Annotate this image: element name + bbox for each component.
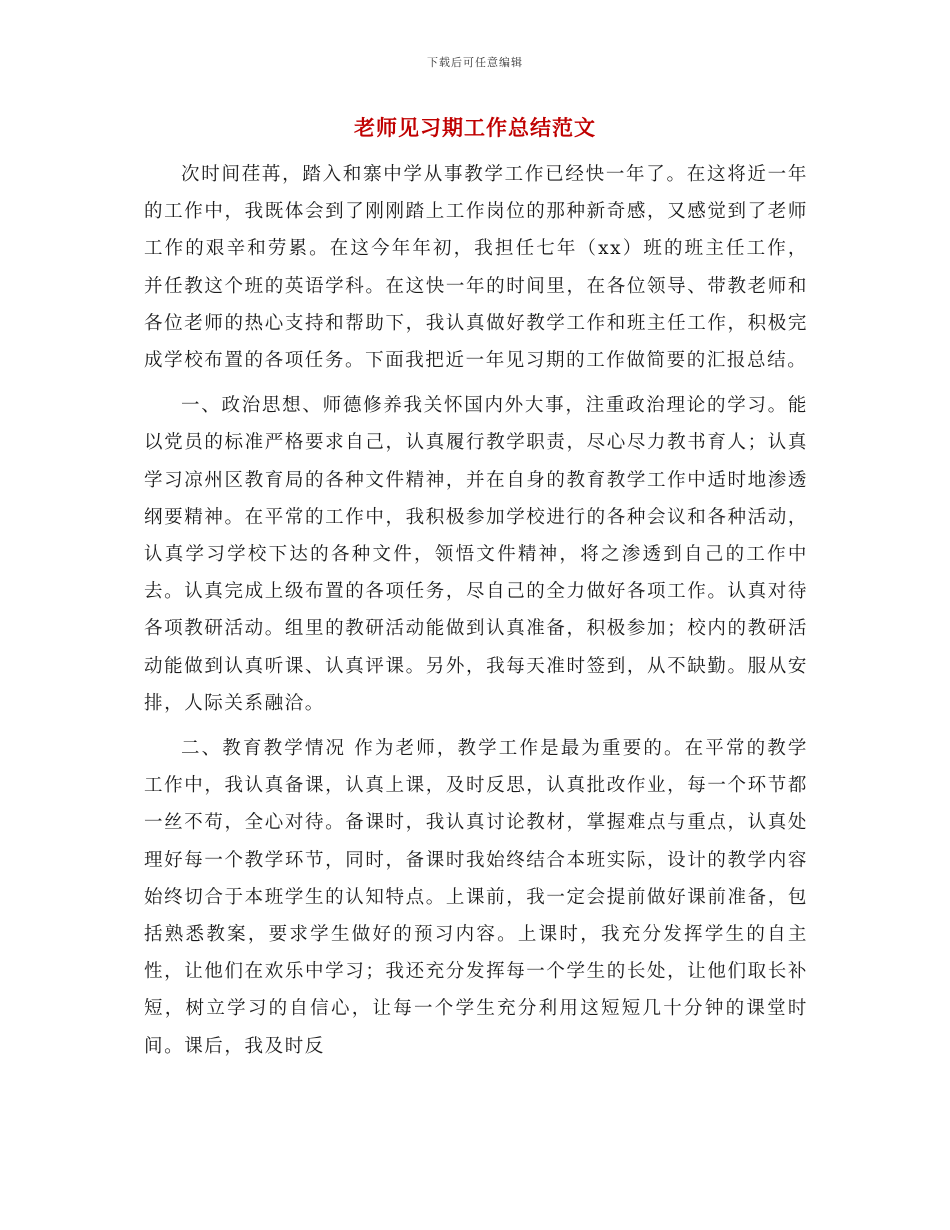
paragraph-teaching: 二、教育教学情况 作为老师，教学工作是最为重要的。在平常的教学工作中，我认真备课，认真上课，及时反思，认真批改作业，每一个环节都一丝不苟，全心对待。备课时，我认真讨论教材，掌握难点与重点，认真处理好每一个教学环节，同时，备课时我始终结合本班实际，设计的教学内容始终切合于本班学生的认知特点。上课前，我一定会提前做好课前准备，包括熟悉教案，要求学生做好的预习内容。上课时，我充分发挥学生的自主性，让他们在欢乐中学习；我还充分发挥每一个学生的长处，让他们取长补短，树立学习的自信心，让每一个学生充分利用这短短几十分钟的课堂时间。课后，我及时反 (144, 738, 808, 1057)
document-body (144, 156, 808, 1073)
header-note: 下载后可任意编辑 (427, 56, 523, 69)
paragraph-intro: 次时间荏苒，踏入和寨中学从事教学工作已经快一年了。在这将近一年的工作中，我既体会到了刚刚踏上工作岗位的那种新奇感，又感觉到了老师工作的艰辛和劳累。在这今年年初，我担任七年（xx）班的班主任工作，并任教这个班的英语学科。在这快一年的时间里，在各位领导、带教老师和各位老师的热心支持和帮助下，我认真做好教学工作和班主任工作，积极完成学校布置的各项任务。下面我把近一年见习期的工作做简要的汇报总结。 (144, 164, 808, 372)
paragraph-political-thought: 一、政治思想、师德修养我关怀国内外大事，注重政治理论的学习。能以党员的标准严格要求自己，认真履行教学职责，尽心尽力教书育人；认真学习凉州区教育局的各种文件精神，并在自身的教育教学工作中适时地渗透纲要精神。在平常的工作中，我积极参加学校进行的各种会议和各种活动，认真学习学校下达的各种文件，领悟文件精神，将之渗透到自己的工作中去。认真完成上级布置的各项任务，尽自己的全力做好各项工作。认真对待各项教研活动。组里的教研活动能做到认真准备，积极参加；校内的教研活动能做到认真听课、认真评课。另外，我每天准时签到，从不缺勤。服从安排，人际关系融洽。 (144, 395, 808, 714)
document-title: 老师见习期工作总结范文 (354, 115, 596, 140)
